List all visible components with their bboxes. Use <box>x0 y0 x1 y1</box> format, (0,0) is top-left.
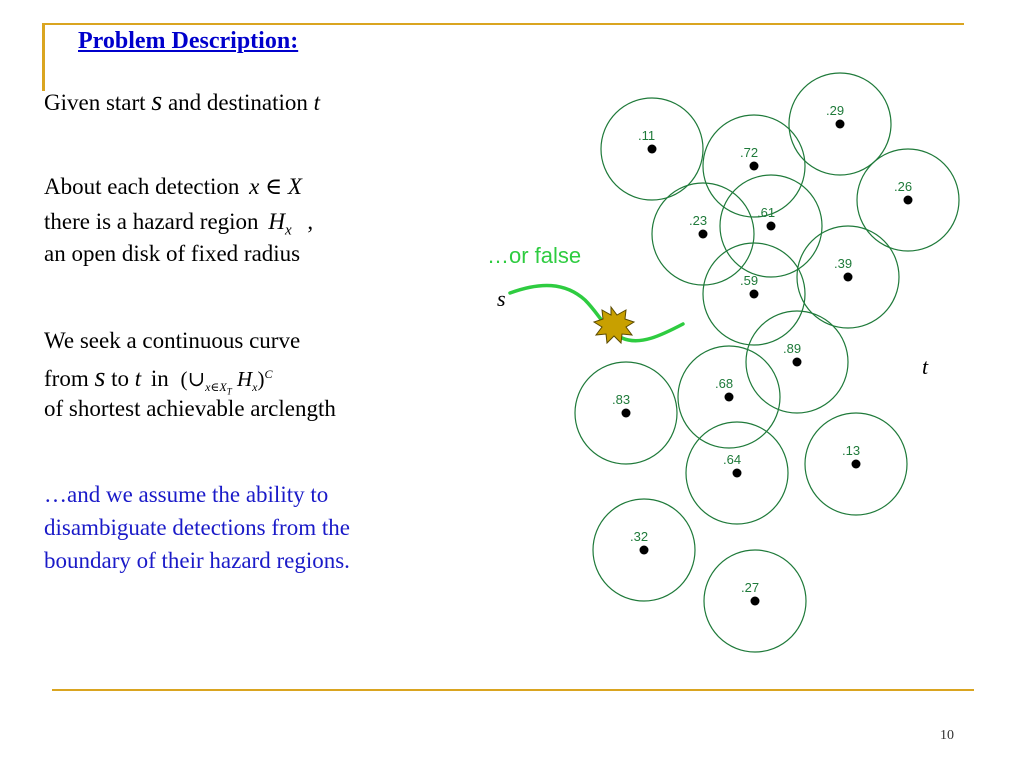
detection-label: .29 <box>826 103 845 118</box>
Hx-expr: $H_x$ <box>268 209 292 239</box>
detection-label: .13 <box>842 443 861 458</box>
set-complement-expr: ($\cup_{x\in X_T}$ $H_x)^C$ <box>180 367 273 397</box>
detection-label: .59 <box>740 273 759 288</box>
detection-label: .26 <box>894 179 913 194</box>
destination-t-label: t <box>922 354 929 379</box>
detection-point <box>640 546 649 555</box>
detection-label: .64 <box>723 452 742 467</box>
detection-label: .89 <box>783 341 802 356</box>
detection-point <box>750 162 759 171</box>
s-symbol: s <box>151 86 163 117</box>
detection-label: .32 <box>630 529 649 544</box>
detection-point <box>725 393 734 402</box>
open-disk-line: an open disk of fixed radius <box>44 241 301 266</box>
detection-point <box>852 460 861 469</box>
assume-line-1: …and we assume the ability to <box>44 482 329 507</box>
start-s-label: s <box>497 286 506 311</box>
in-text: in <box>150 366 169 391</box>
detection-point <box>767 222 776 231</box>
detection-point <box>699 230 708 239</box>
about-detection-text: About each detection <box>44 174 240 199</box>
detection-point <box>733 469 742 478</box>
burst-icon <box>594 307 634 343</box>
and-destination-text: and destination <box>167 90 308 115</box>
detection-point <box>844 273 853 282</box>
seek-curve-line: We seek a continuous curve <box>44 328 301 353</box>
comma-text: , <box>307 209 314 234</box>
slide-title: Problem Description: <box>78 28 299 54</box>
detection-point <box>836 120 845 129</box>
detection-label: .72 <box>740 145 759 160</box>
detection-label: .61 <box>757 205 776 220</box>
detection-point <box>750 290 759 299</box>
assume-line-2: disambiguate detections from the <box>44 515 350 540</box>
s-symbol-2: s <box>94 362 106 393</box>
false-detection-curve <box>510 285 683 340</box>
page-number: 10 <box>940 728 954 743</box>
detection-label: .11 <box>638 128 656 143</box>
detection-point <box>648 145 657 154</box>
detection-point <box>793 358 802 367</box>
detection-label: .27 <box>741 580 760 595</box>
x-in-X-expr: x ∈ X <box>249 174 302 199</box>
assume-line-3: boundary of their hazard regions. <box>44 548 350 573</box>
detection-point <box>751 597 760 606</box>
t-symbol-2: t <box>134 366 142 391</box>
detection-point <box>622 409 631 418</box>
detection-label: .83 <box>612 392 631 407</box>
detection-point <box>904 196 913 205</box>
from-text: from <box>44 366 89 391</box>
detection-label: .39 <box>834 256 853 271</box>
or-false-label: …or false <box>487 243 582 268</box>
t-symbol: t <box>313 90 320 115</box>
detection-label: .23 <box>689 213 708 228</box>
detection-label: .68 <box>715 376 734 391</box>
shortest-arclength-line: of shortest achievable arclength <box>44 396 336 421</box>
given-start-text: Given start <box>44 90 146 115</box>
hazard-region-text: there is a hazard region <box>44 209 259 234</box>
to-text: to <box>111 366 130 391</box>
